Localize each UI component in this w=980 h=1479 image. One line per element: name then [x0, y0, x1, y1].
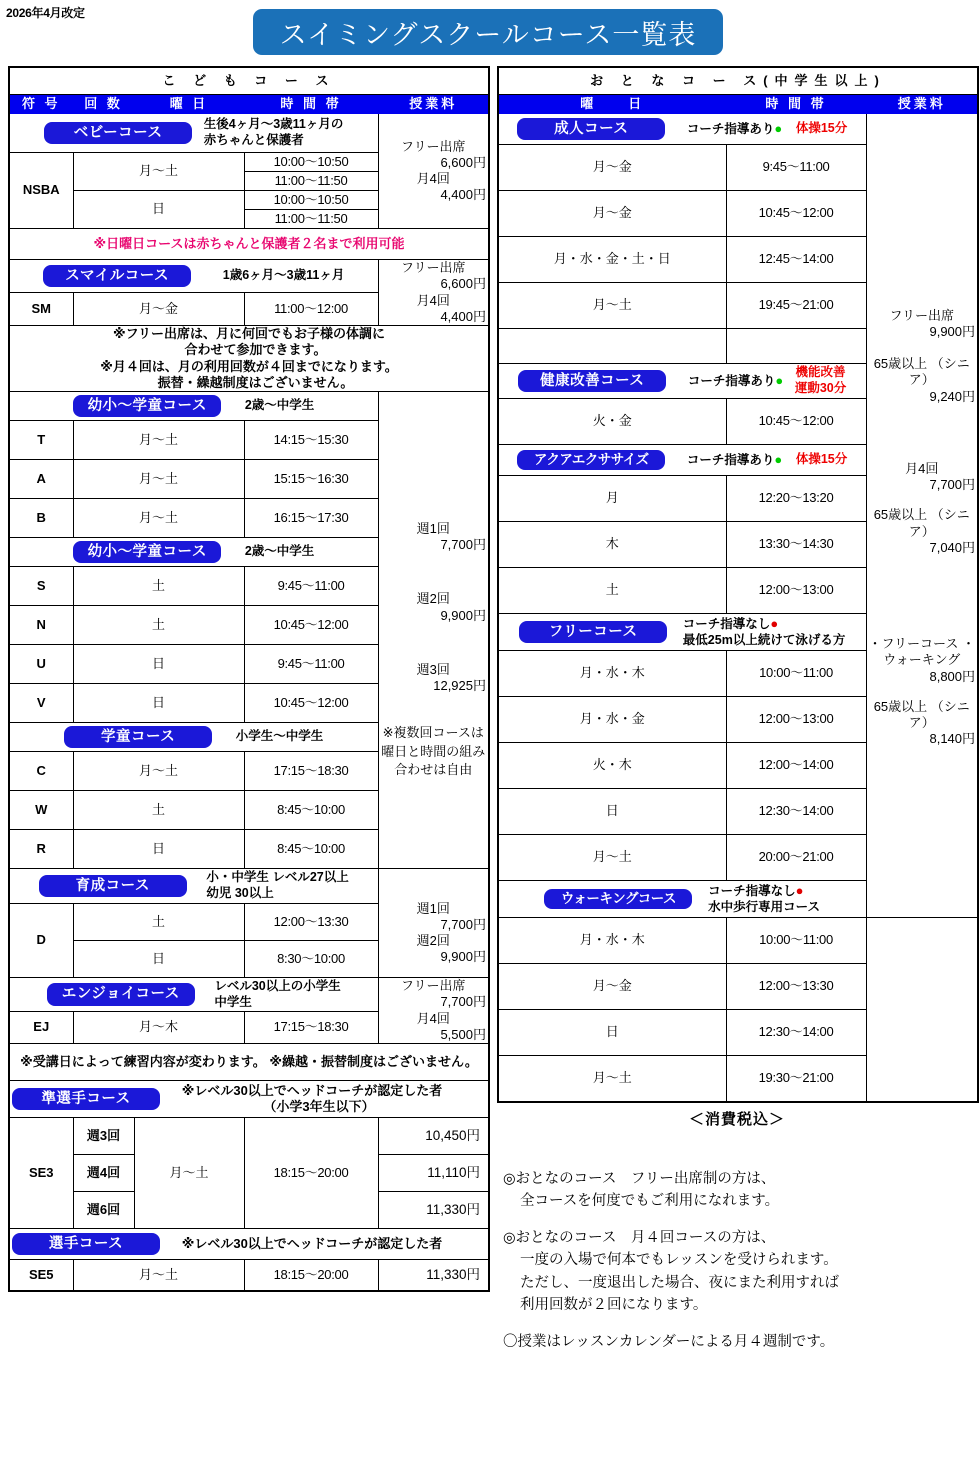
- row-time-S: 9:45～11:00: [244, 567, 378, 606]
- col-header-count: 回 数: [73, 95, 134, 114]
- smile-day: 月～金: [73, 293, 244, 326]
- otona-senior2-l2: （シニア）: [908, 507, 970, 539]
- junsenshu-cond-l1: ※レベル30以上でヘッドコーチが認定した者: [181, 1082, 443, 1098]
- otona-section-title: お と な コ ー ス(中学生以上): [498, 67, 978, 95]
- otona-combo-value: 8,800円: [929, 668, 976, 684]
- baby-course-fee: [378, 114, 489, 229]
- walking-coach-text: コーチ指導なし: [708, 883, 796, 898]
- baby-sunday-note: ※日曜日コースは赤ちゃんと保護者２名まで利用可能: [9, 229, 489, 260]
- aqua-day-1: 月: [498, 476, 726, 522]
- ikusei-desc-line1: 小・中学生 レベル27以上: [206, 870, 349, 885]
- baby-desc-line1: 生後4ヶ月～3歳11ヶ月の: [203, 117, 344, 132]
- baby-day-1: 月～土: [73, 153, 244, 191]
- junsenshu-fee-3: 11,330円: [378, 1192, 489, 1229]
- baby-note-row: [9, 229, 489, 260]
- free-coach-text: コーチ指導なし: [682, 616, 771, 631]
- walking-day-4: 月～土: [498, 1056, 726, 1103]
- ikusei-desc-line2: 幼児 30以上: [206, 886, 274, 900]
- senshu-day: 月～土: [73, 1260, 244, 1292]
- free-day-5: 月～土: [498, 835, 726, 881]
- otona-fee-free-value: 9,900円: [929, 323, 976, 339]
- enjoy-fee-free-label: フリー出席: [401, 978, 466, 993]
- ikusei-fee: [378, 869, 489, 978]
- enjoy-fee-free-value: 7,700円: [440, 994, 486, 1010]
- walking-row-4: [498, 1056, 978, 1103]
- aqua-time-1: 12:20～13:20: [726, 476, 866, 522]
- walking-time-4: 19:30～21:00: [726, 1056, 866, 1103]
- enjoy-fee-m4-label: 月4回: [416, 1010, 450, 1026]
- seijin-header: [498, 114, 866, 145]
- otona-section-title-row: [498, 67, 978, 95]
- kodomo-section-title-row: [9, 67, 489, 95]
- seijin-day-2: 月～金: [498, 191, 726, 237]
- kenkou-extra-l2: 運動30分: [794, 381, 847, 395]
- ikusei-day-2: 日: [73, 941, 244, 978]
- walking-time-2: 12:00～13:30: [726, 964, 866, 1010]
- col-header-fee: 授業料: [378, 95, 489, 114]
- aqua-extra: 体操15分: [795, 452, 848, 467]
- enjoy-time: 17:15～18:30: [244, 1012, 378, 1044]
- otona-senior3-l1: 65歳以上: [873, 698, 928, 714]
- enjoy-code: EJ: [9, 1012, 73, 1044]
- enjoy-notes-row: [9, 1044, 489, 1081]
- aqua-coach-text: コーチ指導あり: [686, 452, 775, 467]
- otona-senior3-value: 8,140円: [929, 731, 976, 747]
- baby-time-1a: 10:00～10:50: [244, 153, 378, 172]
- row-day-T: 月～土: [73, 421, 244, 460]
- junsenshu-condition: [134, 1081, 489, 1118]
- junsenshu-badge[interactable]: 準選手コース: [12, 1088, 160, 1110]
- smile-course-header-row: [9, 260, 489, 293]
- junsenshu-row-1: [9, 1118, 489, 1155]
- baby-course-badge[interactable]: ベビーコース: [44, 122, 192, 144]
- row-time-V: 10:45～12:00: [244, 684, 378, 723]
- walking-row-3: [498, 1010, 978, 1056]
- shared-fee-w3-value: 12,925円: [433, 678, 486, 694]
- enjoy-header-row: [9, 978, 489, 1012]
- walking-day-3: 日: [498, 1010, 726, 1056]
- free-attendance-notes-row: [9, 326, 489, 392]
- enjoy-badge[interactable]: エンジョイコース: [47, 983, 195, 1005]
- otona-senior3-l2: （シニア）: [908, 698, 970, 730]
- smile-fee-m4-label: 月4回: [416, 292, 450, 308]
- bottom-note-1-l1: ◎おとなのコース フリー出席制の方は、: [503, 1171, 776, 1187]
- gakudou-badge[interactable]: 学童コース: [64, 726, 212, 748]
- enjoy-desc-line2: 中学生: [214, 994, 252, 1009]
- junsenshu-day: 月～土: [134, 1118, 244, 1229]
- youshou2-header: [9, 538, 378, 567]
- free-day-2: 月・水・金: [498, 697, 726, 743]
- note-free-l3: ※月４回は、月の利用回数が４回までになります。: [100, 358, 398, 374]
- otona-col-header-time: 時 間 帯: [726, 95, 866, 114]
- smile-course-badge[interactable]: スマイルコース: [43, 265, 191, 287]
- otona-course-table: [497, 66, 979, 1103]
- row-time-W: 8:45～10:00: [244, 791, 378, 830]
- kodomo-shared-fee: [378, 392, 489, 869]
- coach-available-green-dot: ●: [774, 120, 783, 136]
- senshu-badge-cell: [9, 1229, 134, 1260]
- free-day-4: 日: [498, 789, 726, 835]
- enjoy-header: [9, 978, 378, 1012]
- free-time-1: 10:00～11:00: [726, 651, 866, 697]
- kenkou-coach-text: コーチ指導あり: [687, 373, 776, 388]
- otona-combo-l1: ・フリーコース: [868, 636, 959, 651]
- bottom-note-3: [503, 1331, 973, 1353]
- seijin-coach-text: コーチ指導あり: [686, 121, 775, 136]
- senshu-row: [9, 1260, 489, 1292]
- walking-row-1: [498, 918, 978, 964]
- otona-fee-m4-label: 月4回: [905, 460, 939, 476]
- kenkou-extra: [795, 365, 846, 396]
- row-code-A: A: [9, 460, 73, 499]
- row-time-N: 10:45～12:00: [244, 606, 378, 645]
- bottom-note-2-l3: ただし、一度退出した場合、夜にまた利用すれば: [520, 1274, 839, 1291]
- seijin-time-3: 12:45～14:00: [726, 237, 866, 283]
- bottom-note-2-l2: 一度の入場で何本でもレッスンを受けられます。: [520, 1252, 838, 1269]
- col-header-code: 符 号: [9, 95, 73, 114]
- baby-day-2: 日: [73, 191, 244, 229]
- enjoy-fee-m4-value: 5,500円: [440, 1026, 486, 1042]
- senshu-condition: ※レベル30以上でヘッドコーチが認定した者: [134, 1229, 489, 1260]
- senshu-header-row: [9, 1229, 489, 1260]
- junsenshu-time: 18:15～20:00: [244, 1118, 378, 1229]
- col-header-time: 時 間 帯: [244, 95, 378, 114]
- walking-course-header: [498, 881, 866, 918]
- note-free-l1: ※フリー出席は、月に何回でもお子様の体調に: [112, 326, 386, 341]
- walking-row-2: [498, 964, 978, 1010]
- row-time-T: 14:15～15:30: [244, 421, 378, 460]
- row-day-U: 日: [73, 645, 244, 684]
- ikusei-header: [9, 869, 378, 904]
- baby-time-2b: 11:00～11:50: [244, 210, 378, 229]
- shared-fee-w3-label: 週3回: [416, 661, 450, 677]
- bottom-note-1-l2: 全コースを何度でもご利用になれます。: [520, 1193, 780, 1210]
- row-code-V: V: [9, 684, 73, 723]
- ikusei-code: D: [9, 904, 73, 978]
- row-code-U: U: [9, 645, 73, 684]
- enjoy-desc-line1: レベル30以上の小学生: [214, 978, 341, 993]
- junsenshu-code: SE3: [9, 1118, 73, 1229]
- walking-course-badge[interactable]: ウォーキングコース: [544, 889, 692, 910]
- page-title: スイミングスクールコース一覧表: [279, 19, 697, 50]
- otona-fee-column: [866, 114, 978, 918]
- bottom-notes: [503, 1168, 973, 1367]
- row-day-W: 土: [73, 791, 244, 830]
- baby-time-1b: 11:00～11:50: [244, 172, 378, 191]
- aqua-header: [498, 445, 866, 476]
- row-day-V: 日: [73, 684, 244, 723]
- note-free-l4: 振替・繰越制度はございません。: [157, 374, 354, 390]
- baby-desc-line2: 赤ちゃんと保護者: [203, 133, 304, 147]
- revision-date: 2026年4月改定: [6, 6, 85, 20]
- baby-code: NSBA: [9, 153, 73, 229]
- row-code-C: C: [9, 752, 73, 791]
- junsenshu-fee-2: 11,110円: [378, 1155, 489, 1192]
- seijin-badge[interactable]: 成人コース: [517, 118, 665, 140]
- seijin-time-2: 10:45～12:00: [726, 191, 866, 237]
- shared-fee-w1-value: 7,700円: [440, 537, 486, 553]
- senshu-fee: 11,330円: [378, 1260, 489, 1292]
- otona-fee-m4-value: 7,700円: [929, 477, 976, 492]
- seijin-extra: 体操15分: [795, 121, 848, 136]
- free-day-3: 火・木: [498, 743, 726, 789]
- gakudou-desc: 小学生～中学生: [235, 729, 324, 744]
- youshou1-badge[interactable]: 幼小～学童コース: [73, 395, 221, 417]
- ikusei-day-1: 土: [73, 904, 244, 941]
- ikusei-time-1: 12:00～13:30: [244, 904, 378, 941]
- walking-condition: 水中歩行専用コース: [708, 899, 820, 914]
- junsenshu-cond-l2: （小学3年生以下）: [263, 1099, 375, 1114]
- bottom-note-2: [503, 1227, 973, 1317]
- junsenshu-header-row: [9, 1081, 489, 1118]
- aqua-coach-label: [687, 452, 782, 469]
- free-day-1: 月・水・木: [498, 651, 726, 697]
- row-code-N: N: [9, 606, 73, 645]
- enjoy-note-l1: ※受講日によって練習内容が変わります。: [20, 1053, 266, 1069]
- seijin-coach-label: [687, 121, 782, 138]
- baby-course-header: [9, 114, 378, 153]
- row-day-S: 土: [73, 567, 244, 606]
- free-course-header: [498, 614, 866, 651]
- walking-time-1: 10:00～11:00: [726, 918, 866, 964]
- walking-course-info: [708, 883, 820, 915]
- senshu-code: SE5: [9, 1260, 73, 1292]
- otona-spacer-left: [498, 329, 726, 364]
- seijin-time-1: 9:45～11:00: [726, 145, 866, 191]
- aqua-badge[interactable]: アクアエクササイズ: [517, 450, 665, 471]
- shared-fee-w2-value: 9,900円: [440, 607, 486, 623]
- free-course-badge[interactable]: フリーコース: [519, 621, 667, 643]
- kodomo-section-title: こ ど も コ ー ス: [9, 67, 489, 95]
- page-title-banner: [253, 9, 723, 55]
- ikusei-desc: [206, 870, 348, 901]
- aqua-day-3: 土: [498, 568, 726, 614]
- row-code-W: W: [9, 791, 73, 830]
- otona-column-header-row: [498, 95, 978, 114]
- row-day-C: 月～土: [73, 752, 244, 791]
- youshou1-desc: 2歳～中学生: [244, 398, 315, 413]
- smile-time: 11:00～12:00: [244, 293, 378, 326]
- baby-time-2a: 10:00～10:50: [244, 191, 378, 210]
- otona-spacer-right: [726, 329, 866, 364]
- kenkou-extra-l1: 機能改善: [795, 365, 846, 380]
- coach-available-green-dot: ●: [775, 372, 784, 388]
- bottom-note-2-l4: 利用回数が２回になります。: [520, 1297, 708, 1314]
- junsenshu-count-2: 週4回: [73, 1155, 134, 1192]
- otona-senior1-l2: （シニア）: [908, 356, 970, 388]
- free-condition: 最低25m以上続けて泳げる方: [682, 632, 846, 647]
- free-time-3: 12:00～14:00: [726, 743, 866, 789]
- ikusei-badge[interactable]: 育成コース: [39, 875, 187, 897]
- smile-fee-free-label: フリー出席: [401, 260, 466, 275]
- seijin-day-1: 月～金: [498, 145, 726, 191]
- enjoy-notes: [9, 1044, 489, 1081]
- otona-col-header-fee: 授業料: [866, 95, 978, 114]
- baby-fee-free-label: フリー出席: [401, 138, 466, 154]
- shared-fee-w2-label: 週2回: [416, 591, 450, 607]
- youshou2-desc: 2歳～中学生: [244, 544, 315, 559]
- otona-col-header-day: 曜 日: [498, 95, 726, 114]
- row-day-R: 日: [73, 830, 244, 869]
- free-time-4: 12:30～14:00: [726, 789, 866, 835]
- col-header-day: 曜 日: [134, 95, 244, 114]
- kodomo-course-table: [8, 66, 490, 1292]
- baby-fee-m4-value: 4,400円: [440, 187, 486, 203]
- junsenshu-fee-1: 10,450円: [378, 1118, 489, 1155]
- row-code-R: R: [9, 830, 73, 869]
- seijin-header-row: [498, 114, 978, 145]
- otona-combo-l2: ・ウォーキング: [883, 636, 975, 668]
- gakudou-header: [9, 723, 378, 752]
- smile-fee-m4-value: 4,400円: [440, 308, 486, 324]
- shared-fee-note: ※複数回コースは 曜日と時間の組み合わせは自由: [381, 725, 486, 777]
- bottom-note-2-l1: ◎おとなのコース 月４回コースの方は、: [503, 1229, 776, 1246]
- seijin-day-3: 月・水・金・土・日: [498, 237, 726, 283]
- bottom-note-1: [503, 1168, 973, 1213]
- kenkou-badge[interactable]: 健康改善コース: [518, 370, 666, 392]
- coach-available-green-dot: ●: [774, 451, 783, 467]
- aqua-time-2: 13:30～14:30: [726, 522, 866, 568]
- junsenshu-count-1: 週3回: [73, 1118, 134, 1155]
- smile-course-desc: 1歳6ヶ月～3歳11ヶ月: [222, 268, 345, 283]
- free-course-info: [683, 616, 846, 648]
- walking-time-3: 12:30～14:00: [726, 1010, 866, 1056]
- enjoy-day: 月～木: [73, 1012, 244, 1044]
- kenkou-day-1: 火・金: [498, 399, 726, 445]
- row-time-B: 16:15～17:30: [244, 499, 378, 538]
- youshou2-badge[interactable]: 幼小～学童コース: [73, 541, 221, 563]
- ikusei-time-2: 8:30～10:00: [244, 941, 378, 978]
- free-attendance-notes: [9, 326, 489, 392]
- ikusei-fee-w1-value: 7,700円: [440, 916, 486, 932]
- walking-day-1: 月・水・木: [498, 918, 726, 964]
- smile-course-header: [9, 260, 378, 293]
- senshu-badge[interactable]: 選手コース: [12, 1233, 160, 1255]
- row-time-U: 9:45～11:00: [244, 645, 378, 684]
- otona-fee-free-label: フリー出席: [889, 307, 954, 323]
- coach-unavailable-red-dot: ●: [795, 882, 804, 898]
- ikusei-fee-w2-label: 週2回: [416, 933, 450, 948]
- baby-course-desc: [204, 117, 344, 148]
- row-code-T: T: [9, 421, 73, 460]
- tax-included-note: ＜消費税込＞: [688, 1111, 785, 1128]
- ikusei-fee-w2-value: 9,900円: [440, 949, 486, 965]
- enjoy-note-l2: ※繰越・振替制度はございません。: [269, 1053, 478, 1069]
- baby-fee-m4-label: 月4回: [416, 171, 450, 186]
- enjoy-desc: [214, 979, 340, 1010]
- ikusei-header-row: [9, 869, 489, 904]
- smile-course-fee: [378, 260, 489, 326]
- row-day-A: 月～土: [73, 460, 244, 499]
- kenkou-header: [498, 364, 866, 399]
- row-day-N: 土: [73, 606, 244, 645]
- enjoy-fee: [378, 978, 489, 1044]
- otona-senior2-l1: 65歳以上: [873, 507, 928, 523]
- bottom-note-3-l1: 〇授業はレッスンカレンダーによる月４週制です。: [503, 1333, 835, 1350]
- row-time-A: 15:15～16:30: [244, 460, 378, 499]
- row-time-C: 17:15～18:30: [244, 752, 378, 791]
- seijin-time-4: 19:45～21:00: [726, 283, 866, 329]
- coach-unavailable-red-dot: ●: [770, 615, 779, 631]
- junsenshu-count-3: 週6回: [73, 1192, 134, 1229]
- row-code-S: S: [9, 567, 73, 606]
- ikusei-fee-w1-label: 週1回: [416, 900, 450, 916]
- smile-fee-free-value: 6,600円: [440, 276, 486, 292]
- otona-senior2-value: 7,040円: [929, 539, 976, 555]
- otona-senior1-l1: 65歳以上: [873, 356, 928, 371]
- row-code-B: B: [9, 499, 73, 538]
- youshou1-header-row: [9, 392, 489, 421]
- row-time-R: 8:45～10:00: [244, 830, 378, 869]
- junsenshu-badge-cell: [9, 1081, 134, 1118]
- free-time-2: 12:00～13:00: [726, 697, 866, 743]
- otona-senior1-value: 9,240円: [929, 388, 976, 404]
- walking-day-2: 月～金: [498, 964, 726, 1010]
- aqua-day-2: 木: [498, 522, 726, 568]
- row-day-B: 月～土: [73, 499, 244, 538]
- youshou1-header: [9, 392, 378, 421]
- senshu-time: 18:15～20:00: [244, 1260, 378, 1292]
- kenkou-time-1: 10:45～12:00: [726, 399, 866, 445]
- free-time-5: 20:00～21:00: [726, 835, 866, 881]
- baby-course-header-row: [9, 114, 489, 153]
- shared-fee-w1-label: 週1回: [416, 520, 450, 536]
- kenkou-coach-label: [688, 373, 783, 390]
- note-free-l2: 合わせて参加できます。: [184, 342, 327, 358]
- aqua-time-3: 12:00～13:00: [726, 568, 866, 614]
- seijin-day-4: 月～土: [498, 283, 726, 329]
- baby-fee-free-value: 6,600円: [440, 154, 486, 170]
- smile-code: SM: [9, 293, 73, 326]
- kodomo-column-header-row: [9, 95, 489, 114]
